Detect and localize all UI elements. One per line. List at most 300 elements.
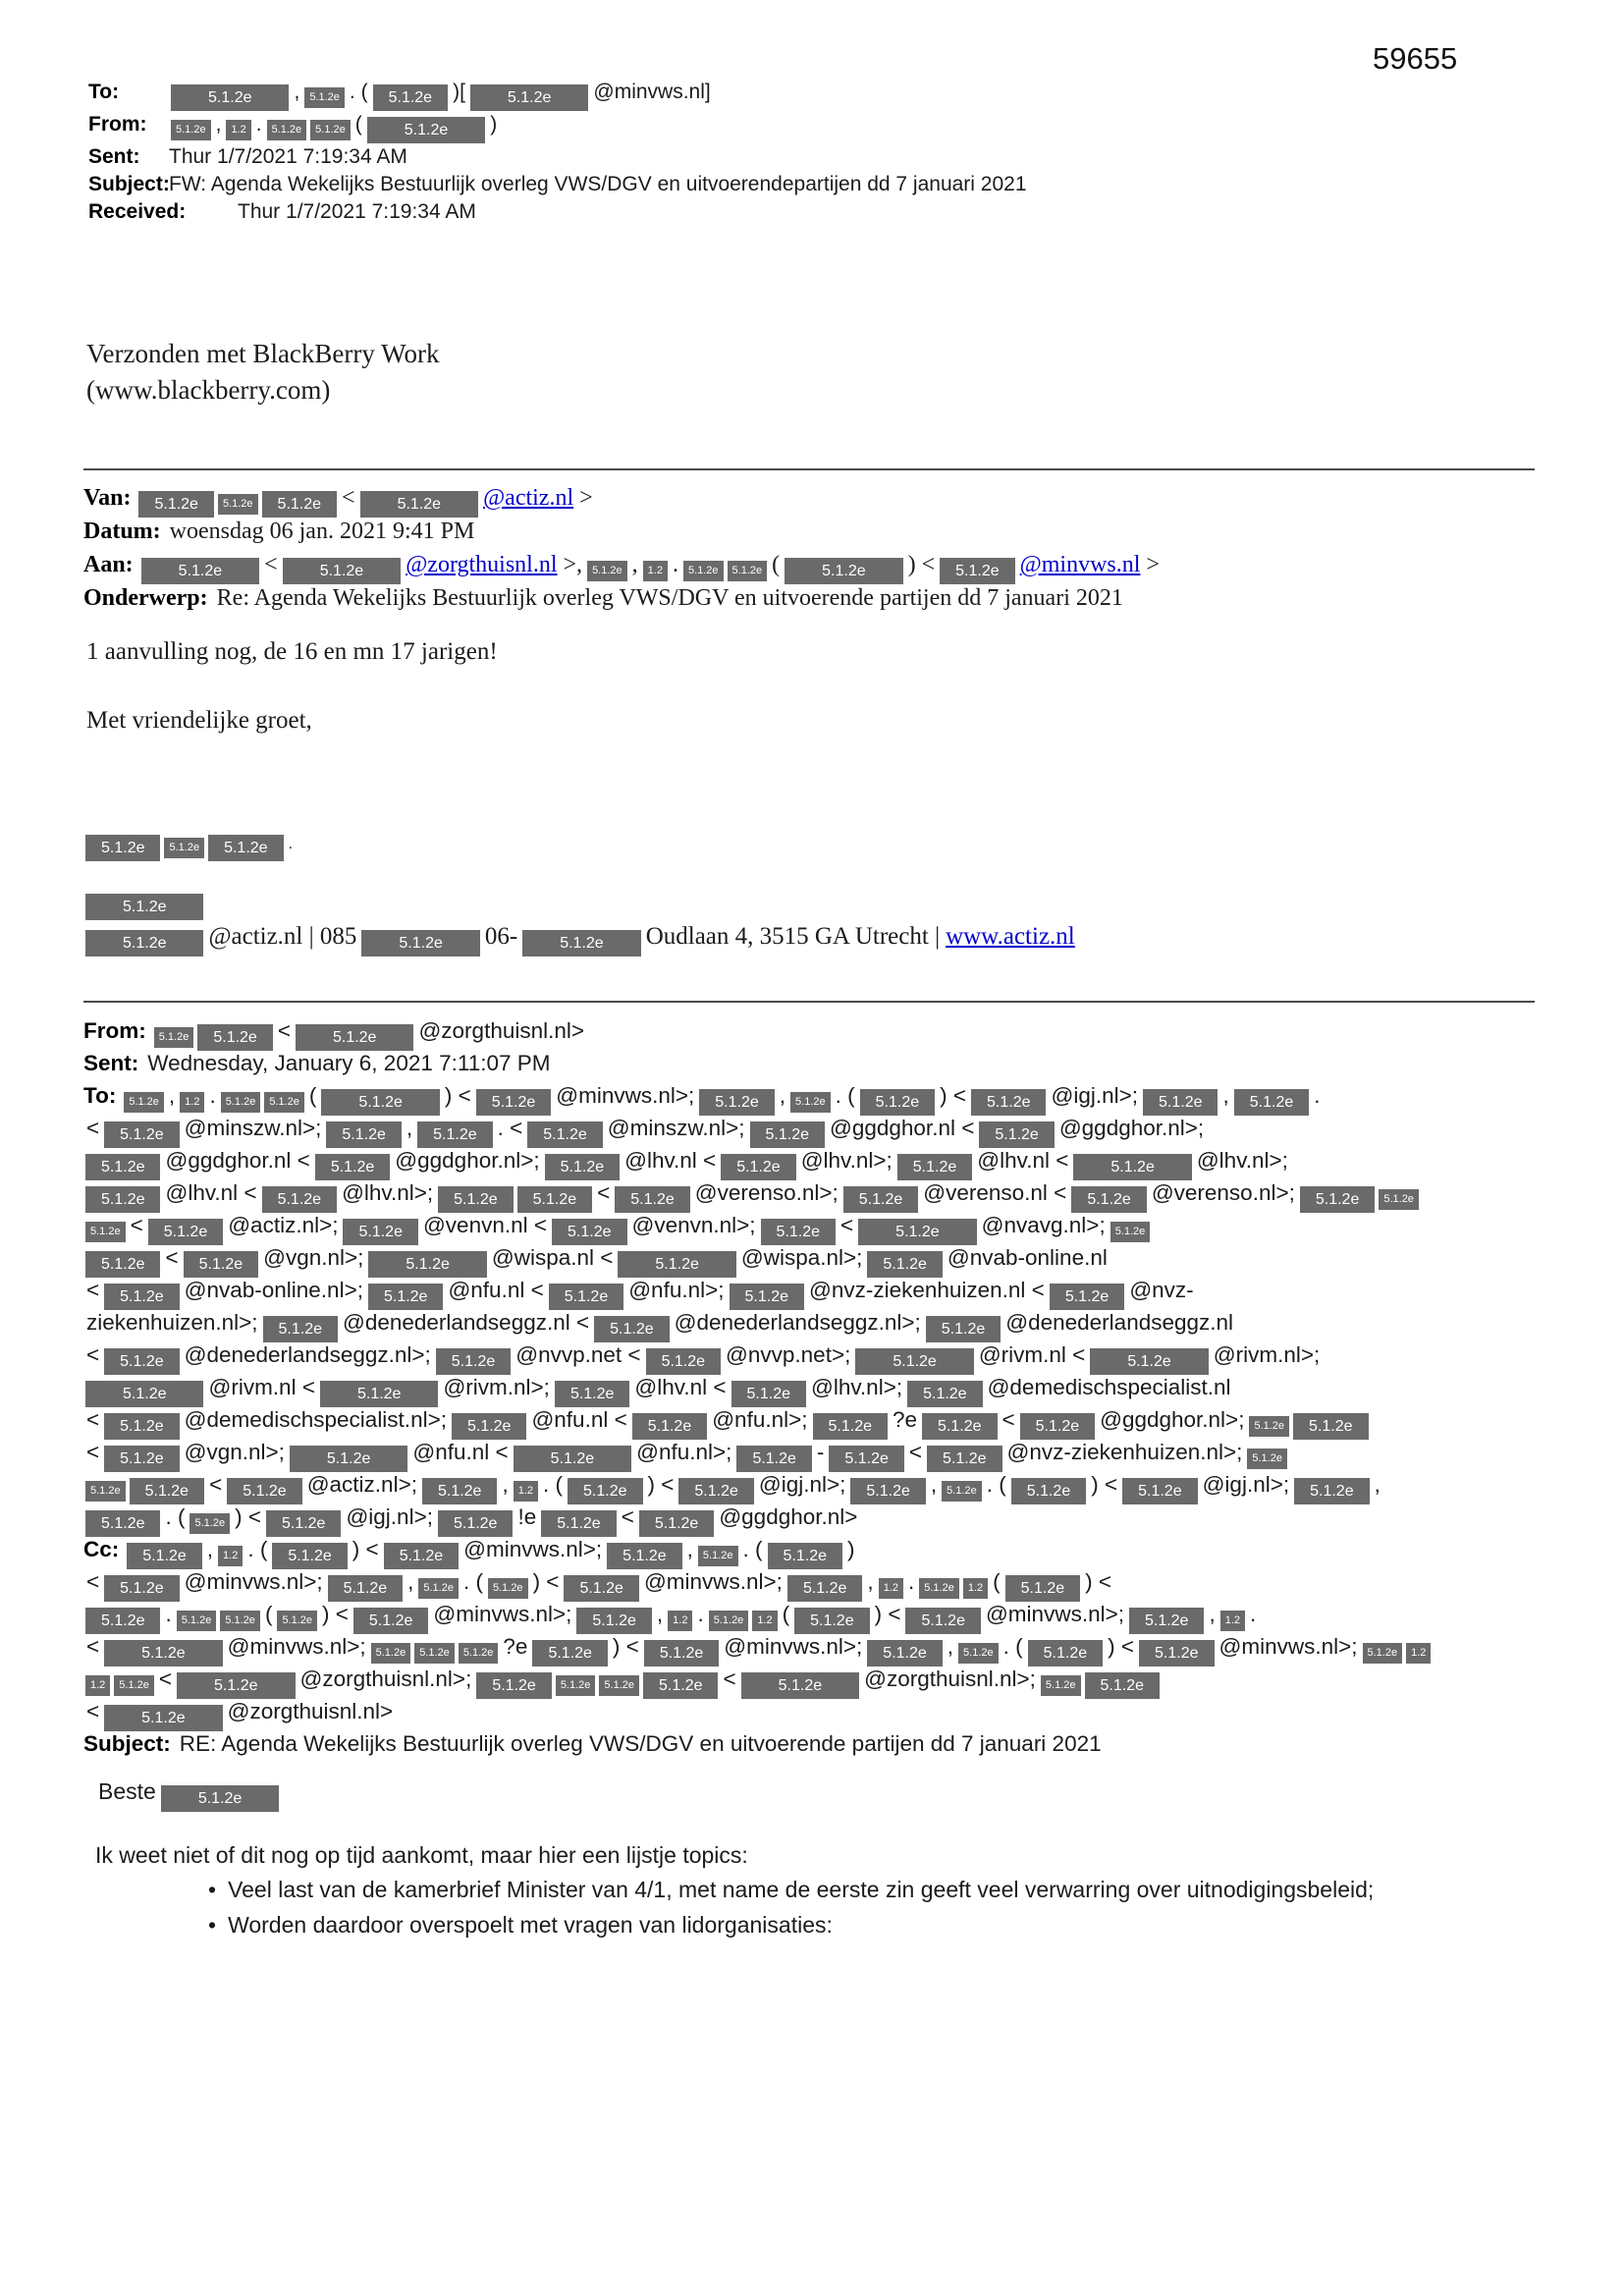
redaction-box: 5.1.2e xyxy=(568,1478,642,1504)
document-number: 59655 xyxy=(1373,41,1458,76)
text-fragment: , xyxy=(294,81,300,103)
divider-line xyxy=(83,468,1535,470)
onderwerp-line xyxy=(83,581,1542,615)
redaction-box: 5.1.2e xyxy=(189,1513,230,1534)
text-fragment: > xyxy=(1146,552,1160,577)
text-fragment: @lhv.nl < xyxy=(165,1180,257,1205)
redaction-box: 5.1.2e xyxy=(813,1413,888,1440)
text-fragment: @ggdghor.nl> xyxy=(719,1504,858,1529)
text-fragment: , xyxy=(1209,1602,1216,1626)
to-row xyxy=(88,79,1483,111)
redaction-box: 5.1.2e xyxy=(940,558,1014,584)
redaction-box: 5.1.2e xyxy=(926,1316,1001,1342)
text-fragment: @denederlandseggz.nl xyxy=(1005,1310,1234,1335)
redaction-box: 5.1.2e xyxy=(148,1219,223,1245)
redaction-box: 5.1.2e xyxy=(262,1186,337,1213)
text-fragment: ?e xyxy=(892,1407,918,1432)
redaction-box: 5.1.2e xyxy=(104,1413,179,1440)
text-fragment: @zorgthuisnl.nl> xyxy=(418,1018,585,1043)
redaction-box: 5.1.2e xyxy=(104,1640,222,1667)
text-fragment: . ( xyxy=(1002,1634,1023,1659)
redaction-box: 5.1.2e xyxy=(154,1027,194,1048)
redaction-box: 5.1.2e xyxy=(315,1154,390,1180)
text-fragment: @lhv.nl < xyxy=(977,1148,1069,1173)
text-fragment: @minvws.nl>; xyxy=(433,1602,572,1626)
redaction-box: 5.1.2e xyxy=(639,1510,714,1537)
text-fragment: Wednesday, January 6, 2021 7:11:07 PM xyxy=(147,1051,551,1075)
recipient-line xyxy=(83,1663,1542,1695)
redaction-box: 5.1.2e xyxy=(850,1478,925,1504)
text-fragment: , xyxy=(1374,1472,1380,1497)
redaction-box: 5.1.2e xyxy=(576,1608,651,1634)
redaction-box: 5.1.2e xyxy=(790,1092,831,1113)
text-fragment: @zorgthuisnl.nl>; xyxy=(299,1667,472,1691)
redaction-box: 5.1.2e xyxy=(905,1608,980,1634)
redaction-box: 5.1.2e xyxy=(1071,1186,1146,1213)
subject-value: FW: Agenda Wekelijks Bestuurlijk overleg VWS/DGV en uitvoerendepartijen dd 7 januari 2021 xyxy=(169,173,1027,195)
message-note: 1 aanvulling nog, de 16 en mn 17 jarigen! xyxy=(86,638,498,665)
redaction-box: 5.1.2e xyxy=(829,1446,903,1472)
redaction-box: 5.1.2e xyxy=(843,1186,918,1213)
redaction-box: 5.1.2e xyxy=(1073,1154,1191,1180)
redaction-box: 5.1.2e xyxy=(1129,1608,1204,1634)
text-fragment: @vgn.nl>; xyxy=(184,1440,285,1464)
greeting: Met vriendelijke groet, xyxy=(86,707,312,734)
redaction-box: 5.1.2e xyxy=(343,1219,417,1245)
message-body xyxy=(95,1838,1470,1942)
redaction-box: 5.1.2e xyxy=(527,1121,602,1148)
text-fragment: . xyxy=(255,113,262,136)
text-fragment: ) < xyxy=(612,1634,639,1659)
recipient-line xyxy=(83,1339,1542,1371)
text-fragment: @igj.nl>; xyxy=(758,1472,846,1497)
redaction-box: 1.2 xyxy=(643,561,668,581)
text-fragment: , xyxy=(406,1116,413,1140)
to-recipient-list xyxy=(83,1079,1542,1533)
text-fragment: @rivm.nl>; xyxy=(443,1375,550,1399)
redaction-box: 5.1.2e xyxy=(768,1543,842,1569)
redaction-box: 5.1.2e xyxy=(227,1478,301,1504)
text-fragment: ?e xyxy=(503,1634,528,1659)
text-fragment: @nvz-ziekenhuizen.nl < xyxy=(808,1278,1045,1302)
redaction-box: 5.1.2e xyxy=(218,494,258,515)
redaction-box: 5.1.2e xyxy=(532,1640,607,1667)
redaction-box: 5.1.2e xyxy=(85,1510,160,1537)
recipient-line xyxy=(83,1468,1542,1501)
sent-row xyxy=(88,143,1483,171)
redaction-box: 5.1.2e xyxy=(476,1089,551,1116)
link[interactable]: @minvws.nl xyxy=(1019,552,1141,577)
redaction-box: 5.1.2e xyxy=(264,1092,304,1113)
redaction-box: 5.1.2e xyxy=(417,1121,492,1148)
text-fragment: , xyxy=(206,1537,214,1561)
redaction-box: 5.1.2e xyxy=(138,491,213,518)
text-fragment: < xyxy=(597,1180,611,1205)
redaction-box: 5.1.2e xyxy=(607,1543,681,1569)
redaction-box: 5.1.2e xyxy=(958,1643,999,1664)
redaction-box: 5.1.2e xyxy=(85,930,203,957)
redaction-box: 5.1.2e xyxy=(678,1478,753,1504)
redaction-box: 5.1.2e xyxy=(384,1543,459,1569)
redaction-box: 5.1.2e xyxy=(267,120,307,140)
text-fragment: , xyxy=(168,1083,176,1108)
redaction-box: 5.1.2e xyxy=(85,835,160,861)
field-label: Sent: xyxy=(83,1051,139,1075)
recipient-line xyxy=(83,1274,1542,1306)
cc-recipient-list xyxy=(83,1533,1542,1727)
redaction-box: 5.1.2e xyxy=(85,1186,160,1213)
field-label: To: xyxy=(83,1083,117,1108)
recipient-line xyxy=(83,1306,1542,1339)
text-fragment: ziekenhuizen.nl>; xyxy=(86,1310,258,1335)
text-fragment: @minszw.nl>; xyxy=(607,1116,745,1140)
from-value xyxy=(169,111,500,143)
received-value: Thur 1/7/2021 7:19:34 AM xyxy=(238,200,476,223)
text-fragment: @minszw.nl>; xyxy=(184,1116,322,1140)
redaction-box: 5.1.2e xyxy=(438,1186,513,1213)
redaction-box: 5.1.2e xyxy=(541,1510,616,1537)
text-fragment: @nfu.nl < xyxy=(448,1278,544,1302)
recipient-line xyxy=(83,1176,1542,1209)
transport-header xyxy=(88,79,1483,226)
link[interactable]: @zorgthuisnl.nl xyxy=(406,552,558,577)
text-fragment: @nvz-ziekenhuizen.nl>; xyxy=(1006,1440,1243,1464)
text-fragment: < xyxy=(840,1213,854,1237)
text-fragment: . ( xyxy=(247,1537,268,1561)
redaction-box: 5.1.2e xyxy=(552,1219,626,1245)
subject-line xyxy=(83,1727,1542,1760)
field-label: Van: xyxy=(83,485,132,511)
from-label: From: xyxy=(88,113,147,136)
text-fragment: Beste xyxy=(98,1778,156,1804)
text-fragment: @minvws.nl>; xyxy=(556,1083,695,1108)
redaction-box: 5.1.2e xyxy=(1005,1575,1080,1602)
redaction-box: 5.1.2e xyxy=(104,1284,179,1310)
text-fragment: < xyxy=(264,552,278,577)
text-fragment: @nfu.nl>; xyxy=(628,1278,725,1302)
text-fragment: < xyxy=(723,1667,736,1691)
text-fragment: @nvab-online.nl>; xyxy=(184,1278,363,1302)
from-line xyxy=(83,1014,1542,1047)
redaction-box: 1.2 xyxy=(514,1481,538,1502)
field-label: Aan: xyxy=(83,552,134,577)
text-fragment: @rivm.nl < xyxy=(208,1375,315,1399)
redaction-box: 5.1.2e xyxy=(1050,1284,1124,1310)
redaction-box: 5.1.2e xyxy=(114,1675,154,1696)
text-fragment: @zorgthuisnl.nl> xyxy=(227,1699,394,1723)
redaction-box: 5.1.2e xyxy=(731,1381,806,1407)
text-fragment: @nvvp.net < xyxy=(515,1342,641,1367)
redaction-box: 5.1.2e xyxy=(728,561,768,581)
recipient-line xyxy=(83,1403,1542,1436)
redaction-box: 5.1.2e xyxy=(124,1092,164,1113)
redaction-box: 5.1.2e xyxy=(371,1643,411,1664)
blackberry-note xyxy=(86,336,439,409)
redaction-box: 5.1.2e xyxy=(599,1675,639,1696)
redaction-box: 5.1.2e xyxy=(177,1611,217,1631)
redaction-box: 5.1.2e xyxy=(564,1575,638,1602)
text-fragment: ) < xyxy=(907,552,936,577)
salutation xyxy=(95,1776,281,1808)
text-fragment: ) < xyxy=(647,1472,675,1497)
recipient-line xyxy=(83,1436,1542,1468)
field-label: From: xyxy=(83,1018,146,1043)
redaction-box: 1.2 xyxy=(1406,1643,1431,1664)
text-fragment: Oudlaan 4, 3515 GA Utrecht | xyxy=(645,923,941,950)
recipient-line xyxy=(83,1079,1542,1112)
redaction-box: 5.1.2e xyxy=(942,1481,982,1502)
redaction-box: 5.1.2e xyxy=(310,120,351,140)
redaction-box: 5.1.2e xyxy=(161,1785,279,1812)
redaction-box: 5.1.2e xyxy=(919,1578,959,1599)
text-fragment: ) < xyxy=(940,1083,966,1108)
text-fragment: . ( xyxy=(165,1504,186,1529)
redaction-box: 5.1.2e xyxy=(922,1413,997,1440)
forwarded-header-2 xyxy=(83,1014,1542,1760)
text-fragment: @minvws.nl>; xyxy=(1218,1634,1358,1659)
text-fragment: < xyxy=(86,1699,100,1723)
text-fragment: < xyxy=(86,1569,100,1594)
redaction-box: 5.1.2e xyxy=(545,1154,620,1180)
redaction-box: 5.1.2e xyxy=(971,1089,1046,1116)
text-fragment: ) < xyxy=(444,1083,471,1108)
text-fragment: . ( xyxy=(742,1537,763,1561)
redaction-box: 5.1.2e xyxy=(184,1251,258,1278)
redaction-box: 5.1.2e xyxy=(730,1284,804,1310)
text-fragment: @lhv.nl>; xyxy=(342,1180,434,1205)
text-fragment: < xyxy=(86,1116,100,1140)
redaction-box: 5.1.2e xyxy=(367,117,485,143)
text-fragment: . ( xyxy=(986,1472,1006,1497)
redaction-box: 5.1.2e xyxy=(368,1284,443,1310)
redaction-box: 5.1.2e xyxy=(104,1705,222,1731)
redaction-box: 5.1.2e xyxy=(1300,1186,1375,1213)
redaction-box: 5.1.2e xyxy=(85,1608,160,1634)
redaction-box: 5.1.2e xyxy=(438,1510,513,1537)
text-fragment: @denederlandseggz.nl < xyxy=(342,1310,590,1335)
divider-line xyxy=(83,1001,1535,1003)
received-row xyxy=(88,198,1483,226)
redaction-box: 5.1.2e xyxy=(721,1154,795,1180)
redaction-box: 5.1.2e xyxy=(741,1672,859,1699)
text-fragment: < xyxy=(165,1245,179,1270)
redaction-box: 5.1.2e xyxy=(85,1251,160,1278)
text-fragment: < xyxy=(1001,1407,1015,1432)
text-fragment: ) < xyxy=(1085,1569,1112,1594)
redaction-box: 5.1.2e xyxy=(130,1478,204,1504)
recipient-line xyxy=(83,1209,1542,1241)
text-fragment: , xyxy=(779,1083,786,1108)
redaction-box: 5.1.2e xyxy=(1020,1413,1095,1440)
redaction-box: 5.1.2e xyxy=(794,1608,869,1634)
redaction-box: 5.1.2e xyxy=(373,84,448,111)
redaction-box: 5.1.2e xyxy=(85,1154,160,1180)
text-fragment: . < xyxy=(497,1116,523,1140)
text-fragment: , xyxy=(215,113,222,136)
redaction-box: 5.1.2e xyxy=(470,84,588,111)
text-fragment: @lhv.nl>; xyxy=(1196,1148,1288,1173)
redaction-box: 5.1.2e xyxy=(1247,1449,1287,1469)
redaction-box: 5.1.2e xyxy=(422,1478,497,1504)
text-fragment: @minvws.nl] xyxy=(593,81,711,103)
redaction-box: 5.1.2e xyxy=(321,1089,439,1116)
redaction-box: 5.1.2e xyxy=(361,930,479,957)
redaction-box: 5.1.2e xyxy=(177,1672,295,1699)
received-label: Received: xyxy=(88,200,187,223)
redaction-box: 1.2 xyxy=(180,1092,204,1113)
text-fragment: ( xyxy=(264,1602,273,1626)
text-fragment: > xyxy=(579,485,593,511)
text-fragment: ( xyxy=(993,1569,1001,1594)
recipient-line xyxy=(83,1241,1542,1274)
text-fragment: . ( xyxy=(835,1083,855,1108)
sent-line xyxy=(83,1047,1542,1079)
text-fragment: < xyxy=(86,1278,100,1302)
redaction-box: 5.1.2e xyxy=(927,1446,1001,1472)
text-fragment: < xyxy=(86,1440,100,1464)
redaction-box: 5.1.2e xyxy=(171,84,289,111)
redaction-box: 5.1.2e xyxy=(328,1575,403,1602)
text-fragment: ) < xyxy=(1108,1634,1135,1659)
text-fragment: @nvab-online.nl xyxy=(947,1245,1108,1270)
redaction-box: 5.1.2e xyxy=(907,1381,982,1407)
text-fragment: . ( xyxy=(543,1472,564,1497)
text-fragment: Re: Agenda Wekelijks Bestuurlijk overleg VWS/DGV en uitvoerende partijen dd 7 januari 2021 xyxy=(216,585,1123,611)
text-fragment: >, xyxy=(563,552,583,577)
to-value xyxy=(169,79,714,111)
redaction-box: 5.1.2e xyxy=(141,558,259,584)
redaction-box: 5.1.2e xyxy=(127,1543,201,1569)
redaction-box: 5.1.2e xyxy=(522,930,640,957)
redaction-box: 5.1.2e xyxy=(104,1575,179,1602)
text-fragment: < xyxy=(86,1407,100,1432)
text-fragment: @wispa.nl < xyxy=(491,1245,614,1270)
redaction-box: 1.2 xyxy=(218,1546,243,1566)
forwarded-header-1 xyxy=(83,481,1542,615)
recipient-line xyxy=(83,1598,1542,1630)
redaction-box: 1.2 xyxy=(752,1611,777,1631)
text-fragment: @nfu.nl>; xyxy=(712,1407,808,1432)
redaction-box: 5.1.2e xyxy=(556,1675,596,1696)
text-fragment: < xyxy=(277,1018,291,1043)
text-fragment: @verenso.nl < xyxy=(923,1180,1067,1205)
redaction-box: 5.1.2e xyxy=(418,1578,459,1599)
text-fragment: @lhv.nl < xyxy=(634,1375,727,1399)
text-fragment: , xyxy=(947,1634,954,1659)
redaction-box: 5.1.2e xyxy=(514,1446,631,1472)
text-fragment: < xyxy=(86,1634,100,1659)
field-label: Onderwerp: xyxy=(83,585,208,611)
text-fragment: . xyxy=(1250,1602,1257,1626)
redaction-box: 5.1.2e xyxy=(643,1672,718,1699)
link[interactable]: @actiz.nl xyxy=(483,485,574,511)
text-fragment: . xyxy=(907,1569,915,1594)
redaction-box: 5.1.2e xyxy=(860,1089,935,1116)
text-fragment: @lhv.nl>; xyxy=(811,1375,903,1399)
text-fragment: , xyxy=(407,1569,414,1594)
redaction-box: 5.1.2e xyxy=(266,1510,341,1537)
bullet-item: • Veel last van de kamerbrief Minister van 4/1, met name de eerste zin geeft veel verwarring over uitnodigingsbeleid; xyxy=(208,1872,1470,1907)
text-fragment: < xyxy=(342,485,355,511)
text-fragment: @actiz.nl | 085 xyxy=(208,923,357,950)
text-fragment: @venvn.nl>; xyxy=(631,1213,756,1237)
redaction-box: 5.1.2e xyxy=(304,87,345,108)
signature-role-row xyxy=(83,887,205,919)
text-fragment: RE: Agenda Wekelijks Bestuurlijk overleg VWS/DGV en uitvoerende partijen dd 7 januari 2021 xyxy=(179,1731,1102,1756)
recipient-line xyxy=(83,1501,1542,1533)
recipient-line xyxy=(83,1144,1542,1176)
redaction-box: 5.1.2e xyxy=(85,1381,203,1407)
text-fragment: @minvws.nl>; xyxy=(184,1569,323,1594)
redaction-box: 5.1.2e xyxy=(208,835,283,861)
redaction-box: 5.1.2e xyxy=(555,1381,629,1407)
to-label: To: xyxy=(88,81,120,103)
redaction-box: 5.1.2e xyxy=(104,1348,179,1375)
text-fragment: @ggdghor.nl>; xyxy=(1058,1116,1205,1140)
redaction-box: 5.1.2e xyxy=(436,1348,511,1375)
redaction-box: 5.1.2e xyxy=(476,1672,551,1699)
from-row xyxy=(88,111,1483,143)
text-fragment: @minvws.nl>; xyxy=(643,1569,783,1594)
redaction-box: 5.1.2e xyxy=(320,1381,438,1407)
text-fragment: @rivm.nl < xyxy=(978,1342,1086,1367)
text-fragment: @ggdghor.nl>; xyxy=(395,1148,540,1173)
text-fragment: , xyxy=(1222,1083,1229,1108)
text-fragment: @minvws.nl>; xyxy=(463,1537,603,1561)
redaction-box: 5.1.2e xyxy=(296,1024,413,1051)
text-fragment: ) < xyxy=(235,1504,261,1529)
text-fragment: . xyxy=(1314,1083,1321,1108)
redaction-box: 5.1.2e xyxy=(646,1348,721,1375)
redaction-box: 5.1.2e xyxy=(736,1446,811,1472)
signature-contact-row xyxy=(83,920,1078,953)
text-fragment: @wispa.nl>; xyxy=(740,1245,863,1270)
text-fragment: @minvws.nl>; xyxy=(227,1634,366,1659)
text-fragment: ( xyxy=(308,1083,317,1108)
link[interactable]: www.actiz.nl xyxy=(946,923,1075,950)
text-fragment: @actiz.nl>; xyxy=(306,1472,417,1497)
subject-label: Subject: xyxy=(88,173,170,195)
redaction-box: 1.2 xyxy=(226,120,250,140)
field-label: Subject: xyxy=(83,1731,171,1756)
text-fragment: ) < xyxy=(322,1602,349,1626)
redaction-box: 5.1.2e xyxy=(1011,1478,1086,1504)
redaction-box: 5.1.2e xyxy=(104,1446,179,1472)
text-fragment: @ggdghor.nl>; xyxy=(1100,1407,1245,1432)
redaction-box: 1.2 xyxy=(963,1578,988,1599)
recipient-line xyxy=(83,1533,1542,1565)
redaction-box: 5.1.2e xyxy=(263,1316,338,1342)
redaction-box: 5.1.2e xyxy=(488,1578,528,1599)
field-label: Cc: xyxy=(83,1537,120,1561)
redaction-box: 1.2 xyxy=(668,1611,692,1631)
redaction-box: 5.1.2e xyxy=(683,561,724,581)
text-fragment: @rivm.nl>; xyxy=(1213,1342,1321,1367)
redaction-box: 5.1.2e xyxy=(1041,1675,1081,1696)
redaction-box: 5.1.2e xyxy=(897,1154,972,1180)
redaction-box: 5.1.2e xyxy=(632,1413,707,1440)
blackberry-line1: Verzonden met BlackBerry Work xyxy=(86,339,440,368)
redaction-box: 5.1.2e xyxy=(1122,1478,1197,1504)
redaction-box: 5.1.2e xyxy=(699,1089,774,1116)
redaction-box: 5.1.2e xyxy=(867,1640,942,1667)
redaction-box: 5.1.2e xyxy=(785,558,902,584)
recipient-line xyxy=(83,1565,1542,1598)
text-fragment: < xyxy=(908,1440,923,1464)
redaction-box: 5.1.2e xyxy=(220,1611,260,1631)
redaction-box: 5.1.2e xyxy=(85,1481,126,1502)
redaction-box: 5.1.2e xyxy=(1293,1413,1368,1440)
